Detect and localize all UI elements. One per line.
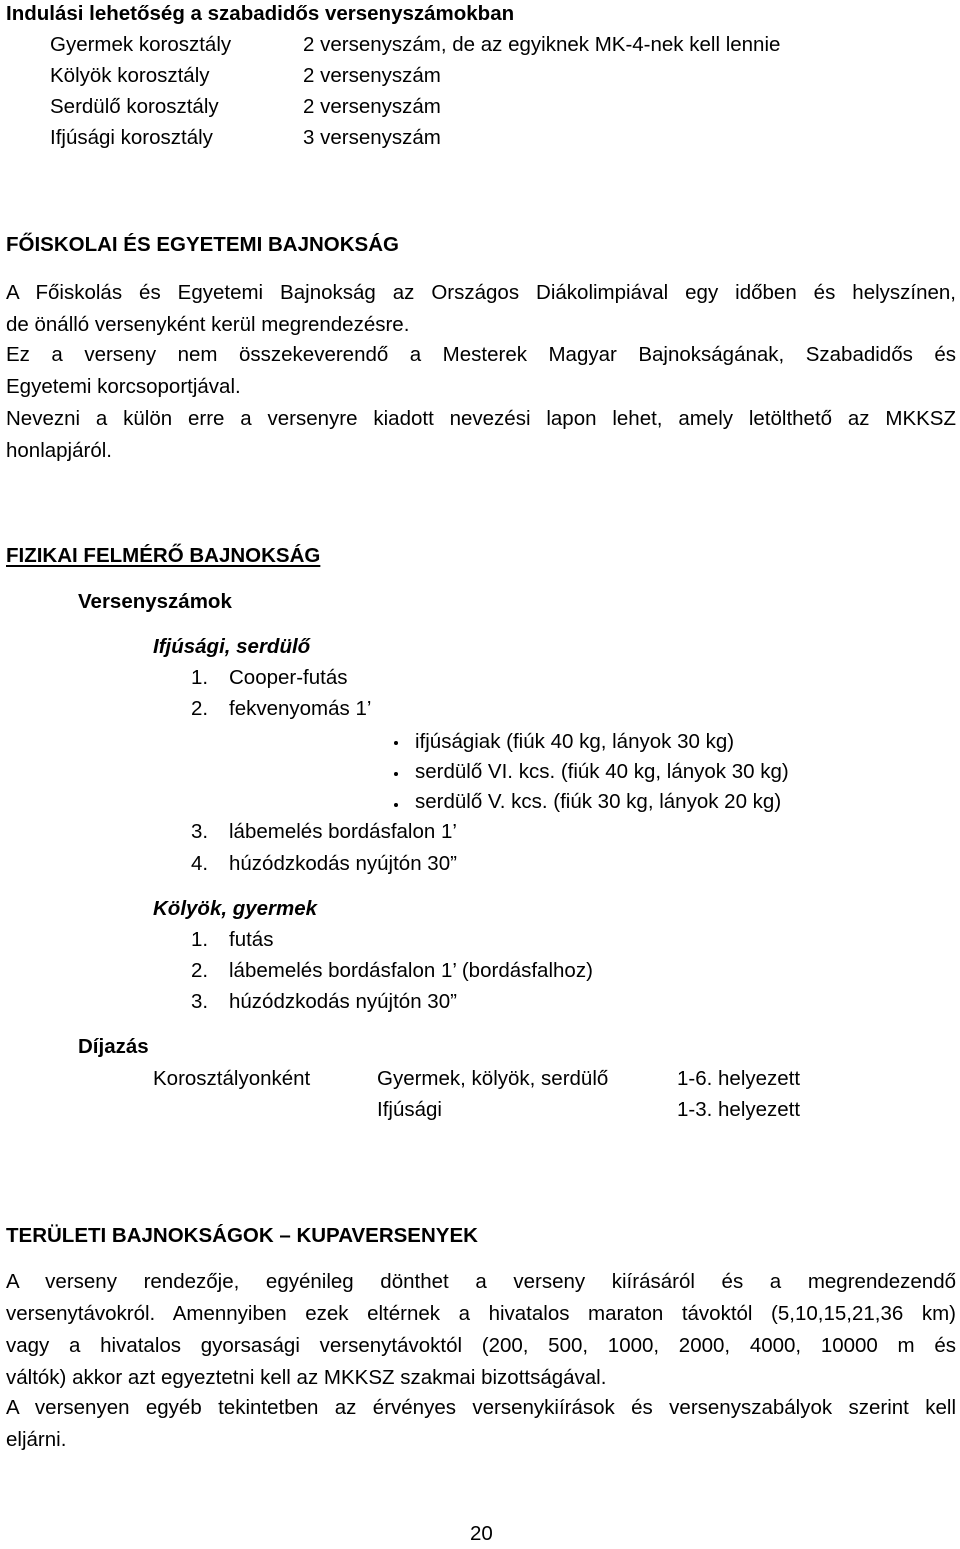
event-count: 2 versenyszám — [303, 95, 441, 118]
bullet-icon — [394, 741, 398, 745]
event-name: lábemelés bordásfalon 1’ — [229, 820, 457, 843]
text-line: versenytávokról. Amennyiben ezek eltérnek a hivatalos maraton távoktól (5,10,15,21,36 km) — [6, 1302, 956, 1325]
award-places: 1-6. helyezett — [677, 1067, 801, 1090]
list-number: 1. — [191, 928, 209, 951]
text-line: A Főiskolás és Egyetemi Bajnokság az Országos Diákolimpiával egy időben és helyszínen, — [6, 281, 956, 304]
age-group-label: Serdülő korosztály — [50, 95, 219, 118]
text-line: Nevezni a külön erre a versenyre kiadott nevezési lapon lehet, amely letölthető az MKKSZ — [6, 407, 956, 430]
text-line: váltók) akkor azt egyeztetni kell az MKKSZ szakmai bizottságával. — [6, 1366, 607, 1389]
event-name: húzódzkodás nyújtón 30” — [229, 990, 457, 1013]
age-group-label: Ifjúsági korosztály — [50, 126, 213, 149]
event-name: lábemelés bordásfalon 1’ (bordásfalhoz) — [229, 959, 593, 982]
text-line: A verseny rendezője, egyénileg dönthet a verseny kiírásáról és a megrendezendő — [6, 1270, 956, 1293]
bullet-icon — [394, 803, 398, 807]
text-line: Ez a verseny nem összekeverendő a Mesterek Magyar Bajnokságának, Szabadidős és — [6, 343, 956, 366]
award-groups: Ifjúsági — [377, 1098, 442, 1121]
list-number: 1. — [191, 666, 209, 689]
list-number: 2. — [191, 697, 209, 720]
weight-class-item: ifjúságiak (fiúk 40 kg, lányok 30 kg) — [415, 730, 735, 753]
award-groups: Gyermek, kölyök, serdülő — [377, 1067, 609, 1090]
awards-by-group-label: Korosztályonként — [153, 1067, 311, 1090]
text-line: eljárni. — [6, 1428, 67, 1451]
age-group-label: Kölyök korosztály — [50, 64, 210, 87]
list-number: 3. — [191, 820, 209, 843]
event-name: fekvenyomás 1’ — [229, 697, 372, 720]
text-line: honlapjáról. — [6, 439, 112, 462]
award-places: 1-3. helyezett — [677, 1098, 801, 1121]
college-paragraph-3 — [6, 403, 956, 467]
regional-paragraph-1 — [6, 1266, 956, 1394]
events-label: Versenyszámok — [78, 590, 232, 613]
awards-label: Díjazás — [78, 1035, 149, 1058]
event-name: Cooper-futás — [229, 666, 348, 689]
text-line: de önálló versenyként kerül megrendezésre. — [6, 313, 410, 336]
event-count: 2 versenyszám, de az egyiknek MK-4-nek kell lennie — [303, 33, 781, 56]
page-number: 20 — [470, 1522, 493, 1545]
college-paragraph-1 — [6, 277, 956, 341]
event-count: 2 versenyszám — [303, 64, 441, 87]
event-name: futás — [229, 928, 274, 951]
regional-paragraph-2 — [6, 1392, 956, 1456]
kids-category-label: Kölyök, gyermek — [153, 897, 318, 920]
weight-class-item: serdülő V. kcs. (fiúk 30 kg, lányok 20 kg) — [415, 790, 782, 813]
fitness-championship-heading: FIZIKAI FELMÉRŐ BAJNOKSÁG — [6, 544, 321, 567]
start-options-heading: Indulási lehetőség a szabadidős versenyszámokban — [6, 2, 515, 25]
list-number: 2. — [191, 959, 209, 982]
age-group-label: Gyermek korosztály — [50, 33, 232, 56]
event-count: 3 versenyszám — [303, 126, 441, 149]
weight-class-item: serdülő VI. kcs. (fiúk 40 kg, lányok 30 kg) — [415, 760, 789, 783]
college-championship-heading: FŐISKOLAI ÉS EGYETEMI BAJNOKSÁG — [6, 233, 399, 256]
event-name: húzódzkodás nyújtón 30” — [229, 852, 457, 875]
list-number: 4. — [191, 852, 209, 875]
regional-championships-heading: TERÜLETI BAJNOKSÁGOK – KUPAVERSENYEK — [6, 1224, 478, 1247]
list-number: 3. — [191, 990, 209, 1013]
bullet-icon — [394, 772, 398, 776]
youth-category-label: Ifjúsági, serdülő — [153, 635, 311, 658]
text-line: vagy a hivatalos gyorsasági versenytávoktól (200, 500, 1000, 2000, 4000, 10000 m és — [6, 1334, 956, 1357]
text-line: Egyetemi korcsoportjával. — [6, 375, 241, 398]
text-line: A versenyen egyéb tekintetben az érvényes versenykiírások és versenyszabályok szerint kell — [6, 1396, 956, 1419]
college-paragraph-2 — [6, 339, 956, 403]
